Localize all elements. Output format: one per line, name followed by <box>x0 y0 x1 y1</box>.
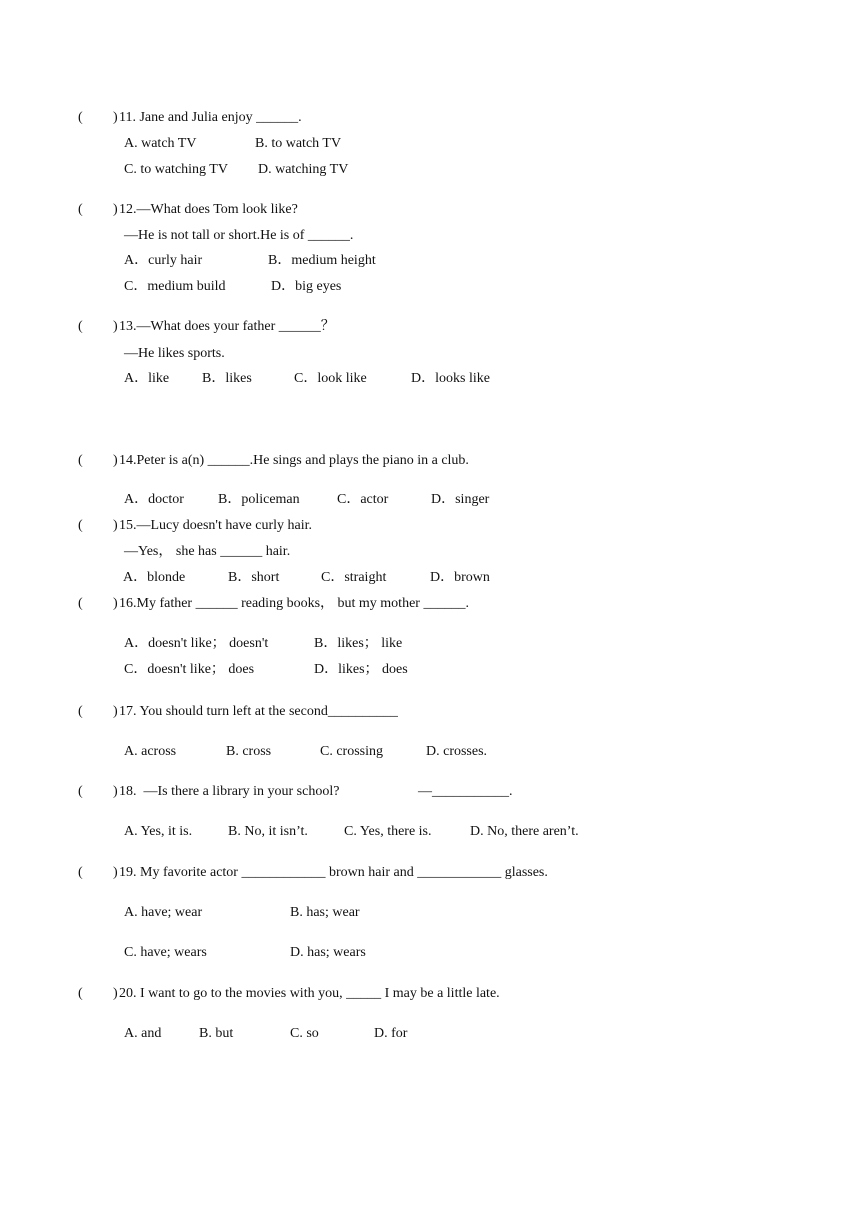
answer-bracket-close: ) <box>113 110 118 125</box>
option-a: A．doesn't like； doesn't <box>124 636 269 651</box>
option-d: D．brown <box>430 570 490 585</box>
answer-bracket-close: ) <box>113 453 118 468</box>
option-b: B. has; wear <box>290 905 360 920</box>
question-stem: 18. —Is there a library in your school? <box>119 784 340 799</box>
answer-bracket-open: ( <box>78 986 83 1001</box>
option-c: C. have; wears <box>124 945 207 960</box>
question-stem: 20. I want to go to the movies with you, _____ I may be a little late. <box>119 986 500 1001</box>
question-dialogue: —Yes， she has ______ hair. <box>124 544 291 559</box>
answer-bracket-close: ) <box>113 518 118 533</box>
option-a: A. watch TV <box>124 136 197 151</box>
answer-bracket-close: ) <box>113 202 118 217</box>
option-d: D. has; wears <box>290 945 366 960</box>
question-stem: 15.—Lucy doesn't have curly hair. <box>119 518 313 533</box>
option-c: C. so <box>290 1026 319 1041</box>
answer-bracket-open: ( <box>78 518 83 533</box>
answer-bracket-open: ( <box>78 865 83 880</box>
answer-bracket-close: ) <box>113 319 118 334</box>
option-b: B. cross <box>226 744 272 759</box>
option-c: C．look like <box>294 371 367 386</box>
option-b: B．likes <box>202 371 252 386</box>
option-b: B. to watch TV <box>255 136 342 151</box>
option-a: A. Yes, it is. <box>124 824 193 839</box>
option-b: B．short <box>228 570 280 585</box>
answer-bracket-close: ) <box>113 865 118 880</box>
option-a: A．curly hair <box>124 253 203 268</box>
option-d: D. for <box>374 1026 408 1041</box>
option-a: A．blonde <box>123 570 186 585</box>
option-c: C. crossing <box>320 744 383 759</box>
answer-bracket-open: ( <box>78 596 83 611</box>
option-c: C. Yes, there is. <box>344 824 432 839</box>
answer-bracket-close: ) <box>113 784 118 799</box>
question-stem: 14.Peter is a(n) ______.He sings and plays the piano in a club. <box>119 453 469 468</box>
question-dialogue: —He is not tall or short.He is of ______. <box>124 228 354 243</box>
question-stem: 11. Jane and Julia enjoy ______. <box>119 110 302 125</box>
answer-bracket-close: ) <box>113 596 118 611</box>
answer-bracket-close: ) <box>113 986 118 1001</box>
answer-blank: —___________. <box>418 784 513 799</box>
option-a: A. have; wear <box>124 905 203 920</box>
question-stem: 13.—What does your father ______？ <box>119 319 335 334</box>
question-stem: 16.My father ______ reading books， but my mother ______. <box>119 596 469 611</box>
option-d: D. No, there aren’t. <box>470 824 579 839</box>
option-c: C．doesn't like； does <box>124 662 255 677</box>
option-a: A．doctor <box>124 492 184 507</box>
option-c: C．actor <box>337 492 389 507</box>
option-d: D．big eyes <box>271 279 342 294</box>
option-d: D．likes； does <box>314 662 408 677</box>
option-a: A．like <box>124 371 170 386</box>
answer-bracket-open: ( <box>78 319 83 334</box>
option-b: B．likes； like <box>314 636 403 651</box>
option-a: A. and <box>124 1026 162 1041</box>
option-d: D. crosses. <box>426 744 488 759</box>
option-a: A. across <box>124 744 177 759</box>
question-stem: 12.—What does Tom look like? <box>119 202 298 217</box>
question-stem: 19. My favorite actor ____________ brown hair and ____________ glasses. <box>119 865 548 880</box>
question-stem: 17. You should turn left at the second__________ <box>119 704 398 719</box>
answer-bracket-close: ) <box>113 704 118 719</box>
option-d: D．singer <box>431 492 490 507</box>
question-dialogue: —He likes sports. <box>124 346 225 361</box>
option-d: D. watching TV <box>258 162 349 177</box>
answer-bracket-open: ( <box>78 110 83 125</box>
answer-bracket-open: ( <box>78 453 83 468</box>
option-c: C. to watching TV <box>124 162 228 177</box>
option-b: B. No, it isn’t. <box>228 824 308 839</box>
option-c: C．straight <box>321 570 387 585</box>
answer-bracket-open: ( <box>78 704 83 719</box>
answer-bracket-open: ( <box>78 784 83 799</box>
option-c: C．medium build <box>124 279 226 294</box>
option-b: B．medium height <box>268 253 376 268</box>
option-b: B．policeman <box>218 492 300 507</box>
answer-bracket-open: ( <box>78 202 83 217</box>
option-b: B. but <box>199 1026 234 1041</box>
option-d: D．looks like <box>411 371 490 386</box>
